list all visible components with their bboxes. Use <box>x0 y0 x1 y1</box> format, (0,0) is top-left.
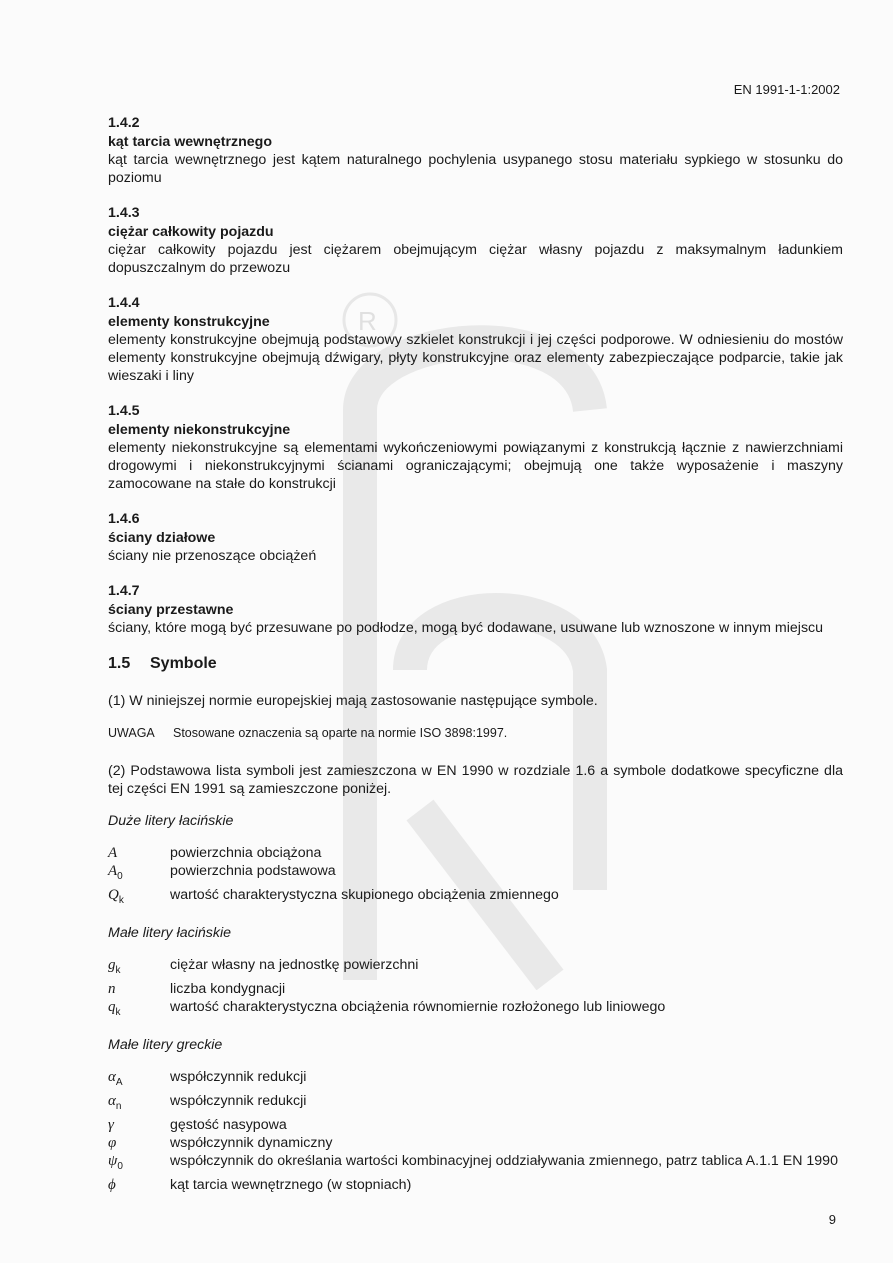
symbol-subscript: k <box>115 965 121 976</box>
symbol-row <box>108 1134 843 1152</box>
symbol-letter: Q <box>108 887 119 903</box>
paragraph-2: (2) Podstawowa lista symboli jest zamieszczona w EN 1990 w rozdziale 1.6 a symbole dodatkowe specyficzne dla tej części EN 1991 są zamieszczone poniżej. <box>108 763 843 797</box>
definition-term: kąt tarcia wewnętrznego <box>108 134 272 150</box>
symbol-subscript: A <box>115 1077 123 1088</box>
document-reference: EN 1991-1-1:2002 <box>733 82 840 97</box>
definition-term: elementy niekonstrukcyjne <box>108 422 291 438</box>
symbol-letter: n <box>108 981 116 997</box>
symbol-description: ciężar własny na jednostkę powierzchni <box>170 957 419 973</box>
symbol-group-heading: Małe litery łacińskie <box>108 925 231 941</box>
definition-text: ciężar całkowity pojazdu jest ciężarem obejmującym ciężar własny pojazdu z maksymalnym ładunkiem dopuszczalnym do przewozu <box>108 242 843 276</box>
definition-term: elementy konstrukcyjne <box>108 314 270 330</box>
symbol-description: współczynnik redukcji <box>170 1069 307 1085</box>
symbol <box>108 1152 170 1176</box>
symbol <box>108 998 170 1022</box>
definition-term: ciężar całkowity pojazdu <box>108 224 274 240</box>
symbol-description: gęstość nasypowa <box>170 1117 287 1133</box>
symbol-description: powierzchnia obciążona <box>170 845 322 861</box>
definition-entry <box>108 204 843 277</box>
symbol <box>108 1068 170 1092</box>
symbol-letter: A <box>108 863 118 879</box>
symbol-group-heading: Duże litery łacińskie <box>108 813 234 829</box>
definition-text: elementy konstrukcyjne obejmują podstawowy szkielet konstrukcji i jej części podporowe. W odniesieniu do mostów elementy konstrukcyjne obejmują dźwigary, płyty konstrukcyjne oraz elementy zabezpieczające podparcie, takie jak wieszaki i liny <box>108 332 843 384</box>
symbol-subscript: n <box>115 1101 122 1112</box>
symbol <box>108 1176 170 1194</box>
symbol-description: powierzchnia podstawowa <box>170 863 336 879</box>
definition-entry <box>108 294 843 385</box>
symbol <box>108 956 170 980</box>
definition-entry <box>108 582 843 637</box>
symbol-letter: α <box>108 1093 116 1109</box>
note-text: Stosowane oznaczenia są oparte na normie ISO 3898:1997. <box>173 726 508 740</box>
symbol-description: wartość charakterystyczna obciążenia równomiernie rozłożonego lub liniowego <box>170 999 666 1015</box>
definition-entry <box>108 510 843 565</box>
definition-text: ściany, które mogą być przesuwane po podłodze, mogą być dodawane, usuwane lub wznoszone w innym miejscu <box>108 620 824 636</box>
symbol-row <box>108 998 843 1022</box>
section-heading <box>108 655 843 673</box>
symbol-letter: φ <box>108 1135 117 1151</box>
definition-number: 1.4.6 <box>108 511 140 527</box>
symbol-subscript: 0 <box>117 871 123 882</box>
page-content <box>108 114 843 1208</box>
symbol-row <box>108 1116 843 1134</box>
symbol-row <box>108 886 843 910</box>
definition-text: ściany nie przenoszące obciążeń <box>108 548 317 564</box>
note <box>108 724 843 742</box>
symbol-list <box>108 1068 843 1194</box>
symbol-row <box>108 1068 843 1092</box>
symbol <box>108 862 170 886</box>
symbol <box>108 844 170 862</box>
symbol-row <box>108 980 843 998</box>
symbol-row <box>108 1092 843 1116</box>
definition-text: elementy niekonstrukcyjne są elementami wykończeniowymi powiązanymi z konstrukcją łącznie z nawierzchniami drogowymi i niekonstrukcyjnymi ścianami ograniczającymi; obejmują one także wyposażenie i maszyny zamocowane na stałe do konstrukcji <box>108 440 843 492</box>
symbol <box>108 980 170 998</box>
symbol-description: współczynnik redukcji <box>170 1093 307 1109</box>
symbol-letter: α <box>108 1069 116 1085</box>
symbol <box>108 886 170 910</box>
note-label: UWAGA <box>108 726 155 740</box>
page-number: 9 <box>828 1212 836 1227</box>
svg-text:R: R <box>358 306 377 336</box>
symbol-letter: γ <box>108 1117 114 1133</box>
symbol-row <box>108 956 843 980</box>
section-title: Symbole <box>150 655 217 672</box>
symbol-letter: q <box>108 999 116 1015</box>
symbol <box>108 1134 170 1152</box>
symbol-row <box>108 1176 843 1194</box>
symbol-description: wartość charakterystyczna skupionego obciążenia zmiennego <box>170 887 559 903</box>
definition-number: 1.4.2 <box>108 115 140 131</box>
definition-term: ściany działowe <box>108 530 216 546</box>
definition-term: ściany przestawne <box>108 602 234 618</box>
symbol-list <box>108 956 843 1022</box>
symbol-groups <box>108 812 843 1194</box>
symbol-letter: ψ <box>108 1153 118 1169</box>
symbol-row <box>108 1152 843 1176</box>
definitions-list <box>108 114 843 637</box>
symbol-description: kąt tarcia wewnętrznego (w stopniach) <box>170 1177 412 1193</box>
definition-number: 1.4.3 <box>108 205 140 221</box>
symbol-subscript: 0 <box>117 1161 123 1172</box>
symbol-description: współczynnik do określania wartości kombinacyjnej oddziaływania zmiennego, patrz tablica A.1.1 EN 1990 <box>170 1153 838 1169</box>
symbol-row <box>108 844 843 862</box>
definition-number: 1.4.4 <box>108 295 140 311</box>
symbol-letter: g <box>108 957 116 973</box>
symbol-list <box>108 844 843 910</box>
definition-number: 1.4.5 <box>108 403 140 419</box>
definition-text: kąt tarcia wewnętrznego jest kątem naturalnego pochylenia usypanego stosu materiału sypkiego w stosunku do poziomu <box>108 152 843 186</box>
symbol-letter: A <box>108 845 118 861</box>
symbol-letter: ϕ <box>108 1177 116 1193</box>
definition-entry <box>108 402 843 493</box>
symbol-row <box>108 862 843 886</box>
paragraph-1: (1) W niniejszej normie europejskiej mają zastosowanie następujące symbole. <box>108 693 598 709</box>
symbol-description: liczba kondygnacji <box>170 981 286 997</box>
definition-entry <box>108 114 843 187</box>
symbol-description: współczynnik dynamiczny <box>170 1135 333 1151</box>
section-number: 1.5 <box>108 655 131 672</box>
symbol-subscript: k <box>118 895 124 906</box>
symbol-subscript: k <box>115 1007 121 1018</box>
symbol <box>108 1116 170 1134</box>
symbol <box>108 1092 170 1116</box>
symbol-group-heading: Małe litery greckie <box>108 1037 223 1053</box>
definition-number: 1.4.7 <box>108 583 140 599</box>
